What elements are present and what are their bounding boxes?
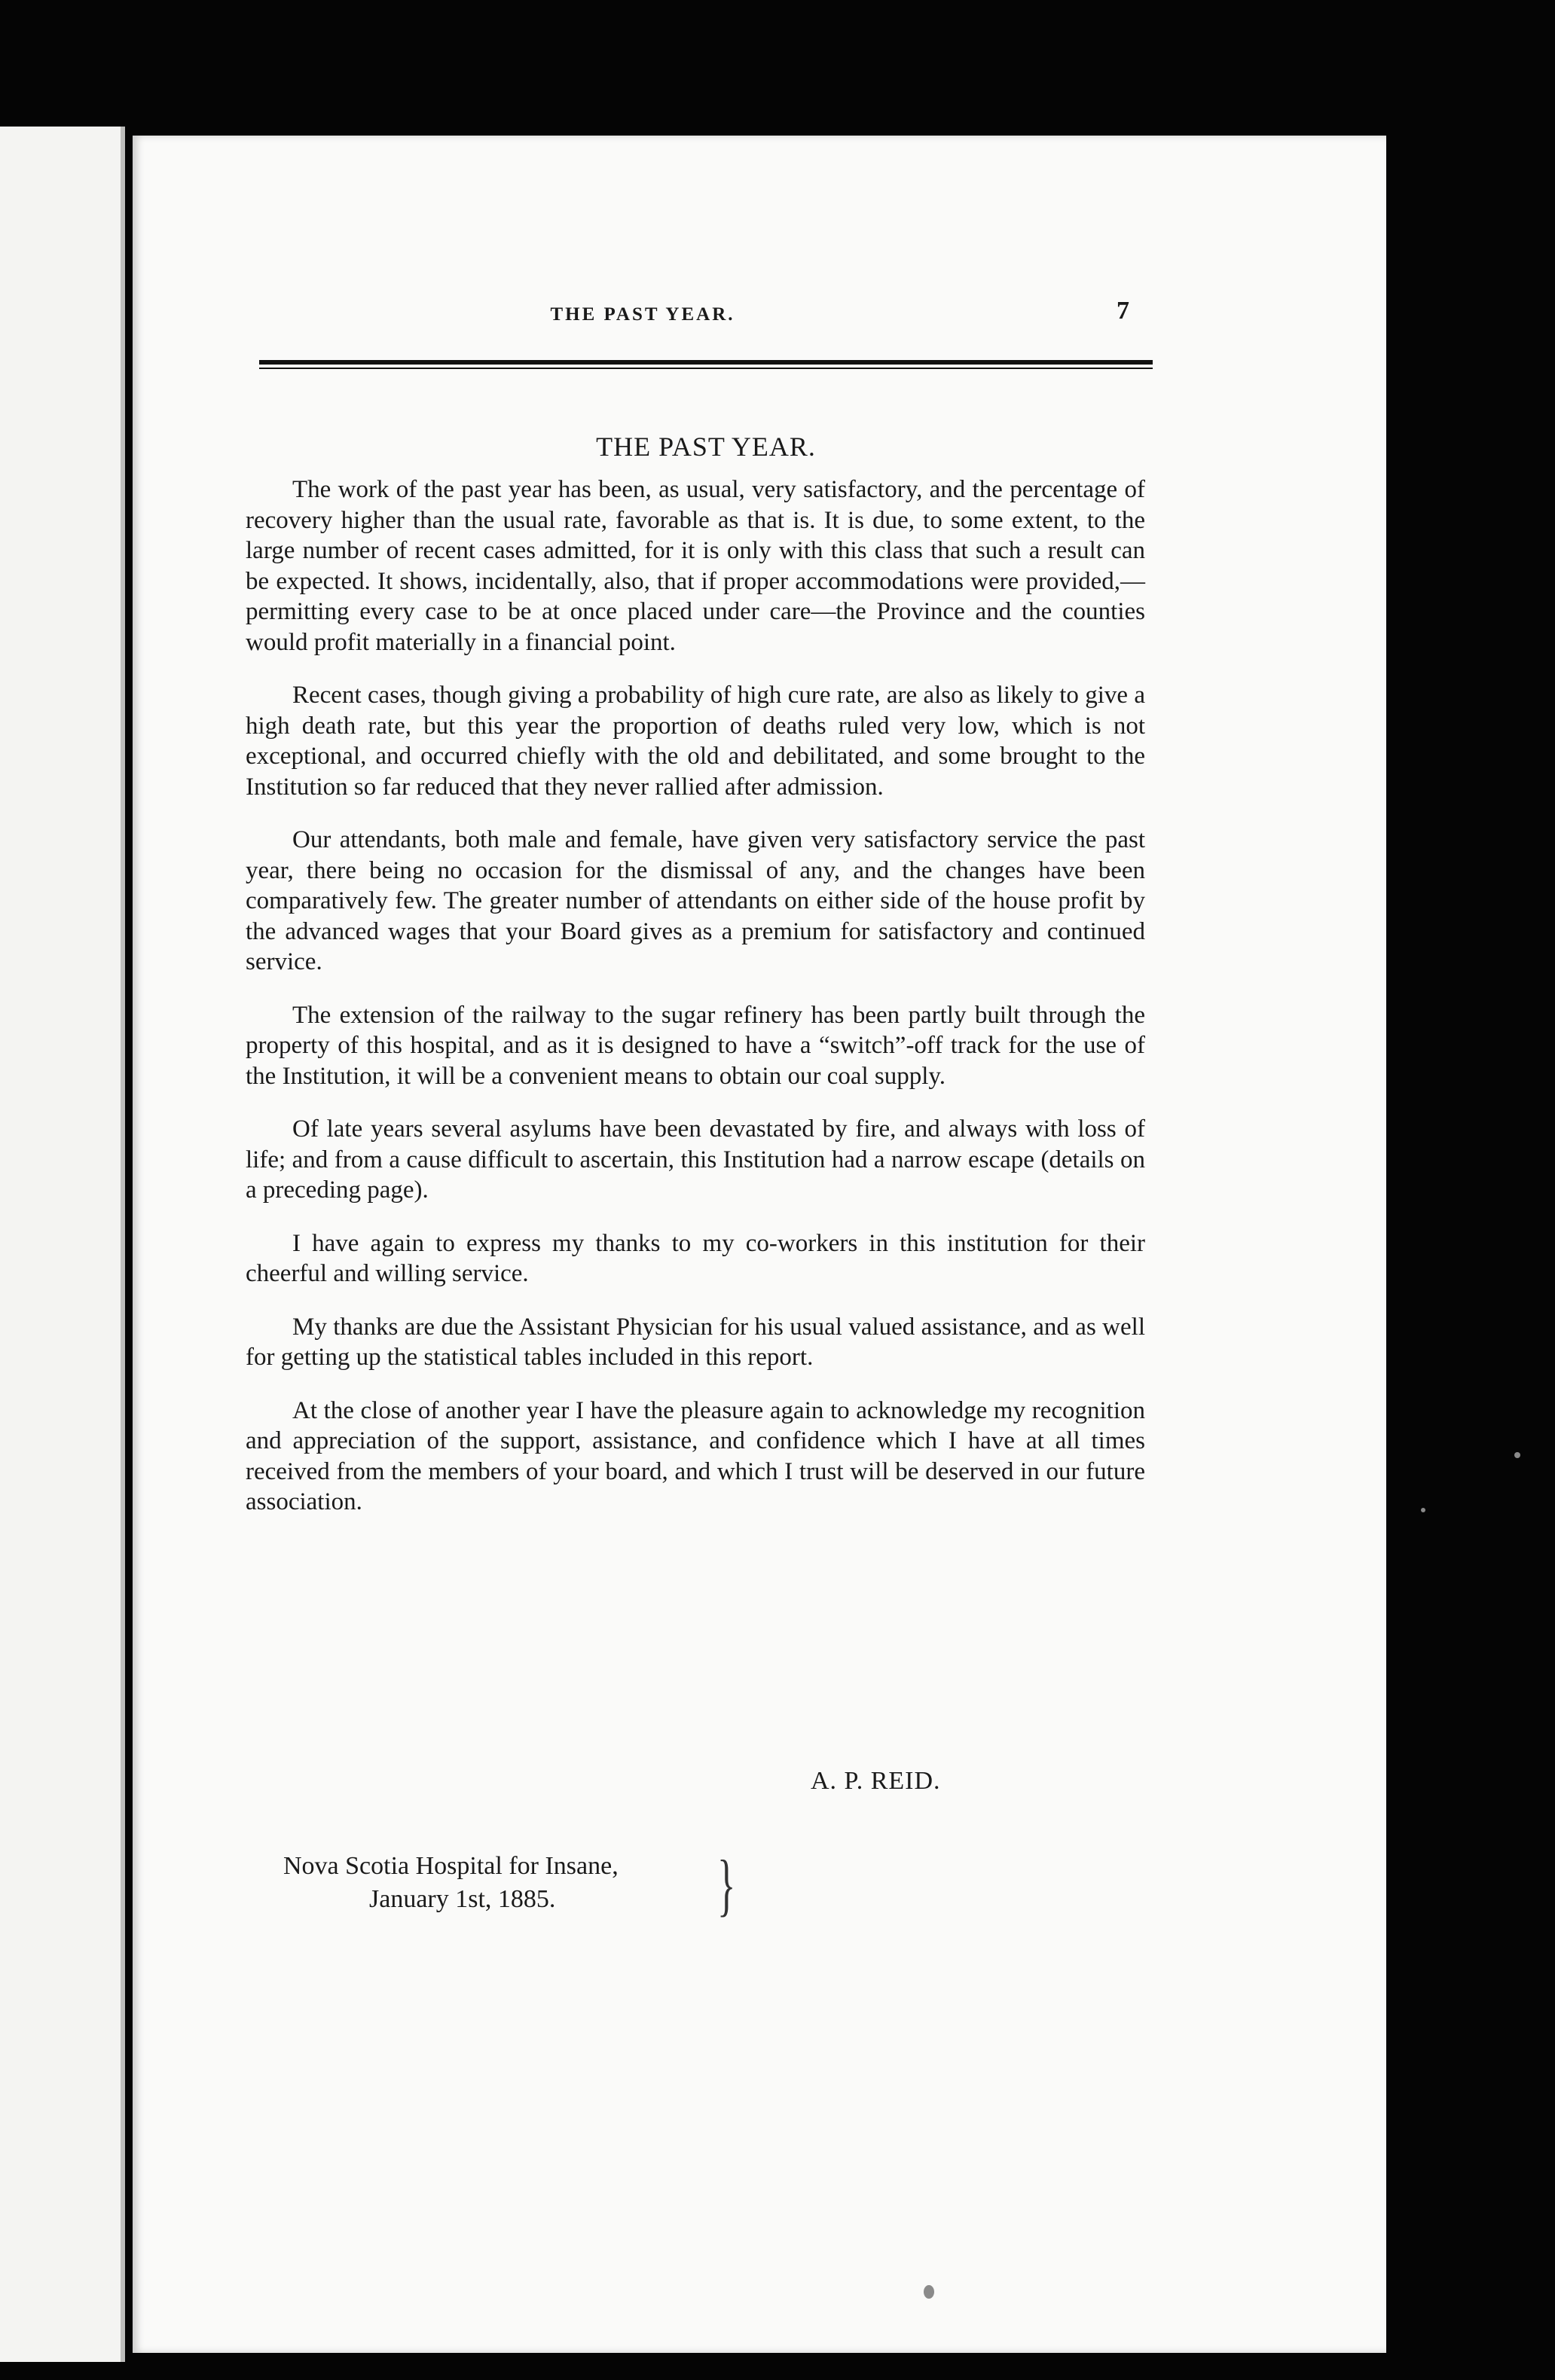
header-rule-thick — [259, 360, 1153, 365]
paragraph-7: My thanks are due the Assistant Physician for his usual valued assistance, and as well for getting up the statistical tables included in this report. — [246, 1313, 1145, 1371]
running-head: THE PAST YEAR. — [550, 304, 735, 325]
book-page — [133, 136, 1386, 2353]
paragraph-6: I have again to express my thanks to my co-workers in this institution for their cheerful and willing service. — [246, 1229, 1145, 1287]
section-title: THE PAST YEAR. — [596, 432, 816, 462]
signature: A. P. REID. — [811, 1767, 941, 1795]
scan-speck-icon — [1421, 1508, 1425, 1512]
paragraph-3: Our attendants, both male and female, have given very satisfactory service the past year, there being no occasion for the dismissal of any, and the changes have been comparatively few. The greater number of attendants on either side of the house profit by the advanced wages that your Board gives as a premium for satisfactory and continued service. — [246, 826, 1145, 975]
paragraph-4: The extension of the railway to the sugar refinery has been partly built through the property of this hospital, and as it is designed to have a “switch”-off track for the use of the Institution, it will be a convenient means to obtain our coal supply. — [246, 1001, 1145, 1090]
paragraph-5: Of late years several asylums have been devastated by fire, and always with loss of life; and from a cause difficult to ascertain, this Institution had a narrow escape (details on a preceding page). — [246, 1115, 1145, 1204]
scan-speck-icon — [1514, 1452, 1520, 1458]
body-text — [246, 474, 1145, 1540]
brace-icon: } — [717, 1846, 736, 1923]
date-line: January 1st, 1885. — [369, 1885, 556, 1913]
place-date — [283, 1850, 619, 1916]
place-line: Nova Scotia Hospital for Insane, — [283, 1852, 619, 1880]
header-rule-thin — [259, 368, 1153, 369]
paragraph-1: The work of the past year has been, as usual, very satisfactory, and the percentage of recovery higher than the usual rate, favorable as that is. It is due, to some extent, to the large number of recent cases admitted, for it is only with this class that such a result can be expected. It shows, incidentally, also, that if proper accommodations were provided,—permitting every case to be at once placed under care—the Province and the counties would profit materially in a financial point. — [246, 476, 1145, 656]
page-number: 7 — [1117, 297, 1129, 325]
previous-page-edge — [0, 127, 125, 2362]
paragraph-2: Recent cases, though giving a probability of high cure rate, are also as likely to give a high death rate, but this year the proportion of deaths ruled very low, which is not exceptional, and occurred chiefly with the old and debilitated, and some brought to the Institution so far reduced that they never rallied after admission. — [246, 682, 1145, 801]
paragraph-8: At the close of another year I have the pleasure again to acknowledge my recognition and appreciation of the support, assistance, and confidence which I have at all times received from the members of your board, and which I trust will be deserved in our future association. — [246, 1396, 1145, 1515]
print-speck-icon — [924, 2285, 934, 2299]
